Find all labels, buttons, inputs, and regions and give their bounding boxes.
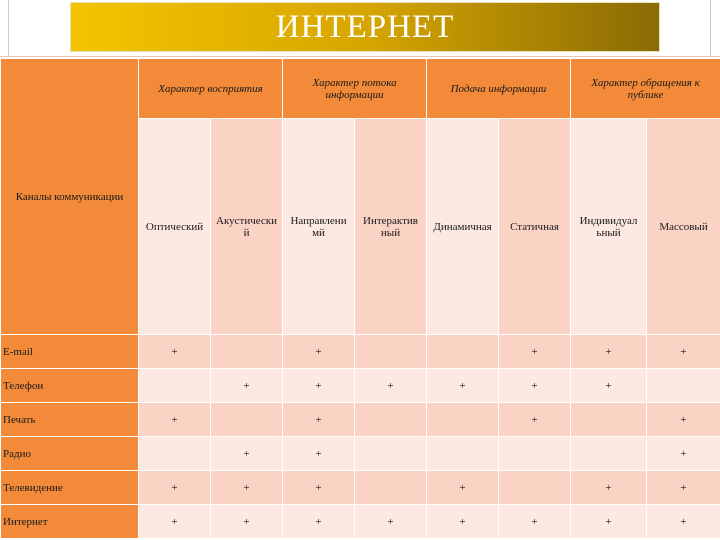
subheader-label: Оптический <box>145 220 204 233</box>
group-header-audience-address: Характер обращения к публике <box>571 59 720 119</box>
table-cell <box>499 437 571 471</box>
table-row <box>1 403 720 437</box>
group-header-info-flow: Характер потока информации <box>283 59 427 119</box>
subheader-cell <box>427 119 499 335</box>
row-label: Печать <box>1 403 139 437</box>
group-header-perception: Характер восприятия <box>139 59 283 119</box>
table-cell <box>139 369 211 403</box>
row-label: Интернет <box>1 505 139 539</box>
table-row <box>1 335 720 369</box>
table-cell <box>355 403 427 437</box>
table-cell <box>427 437 499 471</box>
row-label: Радио <box>1 437 139 471</box>
subheader-cell <box>355 119 427 335</box>
table-cell <box>355 471 427 505</box>
table-row <box>1 437 720 471</box>
table-cell: + <box>355 369 427 403</box>
row-label: Телевидение <box>1 471 139 505</box>
table-cell: + <box>499 403 571 437</box>
subheader-label: Индивидуал ьный <box>579 214 638 239</box>
group-header-info-delivery: Подача информации <box>427 59 571 119</box>
corner-cell <box>1 59 139 335</box>
table-cell <box>571 403 647 437</box>
subheader-label: Динамичная <box>433 220 492 233</box>
table-cell: + <box>283 437 355 471</box>
subheader-cell <box>211 119 283 335</box>
table-cell: + <box>571 471 647 505</box>
table-cell <box>355 437 427 471</box>
table-cell <box>355 335 427 369</box>
table-cell: + <box>355 505 427 539</box>
row-label: E-mail <box>1 335 139 369</box>
frame-line-top <box>0 56 720 57</box>
communication-channels-table <box>0 58 720 539</box>
table-row <box>1 471 720 505</box>
page-title: ИНТЕРНЕТ <box>275 8 455 45</box>
subheader-cell <box>571 119 647 335</box>
table-cell: + <box>571 369 647 403</box>
table-cell: + <box>211 471 283 505</box>
table-cell <box>499 471 571 505</box>
table-cell <box>427 335 499 369</box>
table-cell: + <box>499 335 571 369</box>
table-cell <box>211 403 283 437</box>
subheader-label: Массовый <box>659 220 708 233</box>
table-cell: + <box>647 335 720 369</box>
table-cell: + <box>139 505 211 539</box>
subheader-cell <box>139 119 211 335</box>
table-cell: + <box>499 369 571 403</box>
table-cell <box>427 403 499 437</box>
subheader-cell <box>499 119 571 335</box>
table-cell <box>647 369 720 403</box>
row-label: Телефон <box>1 369 139 403</box>
table-cell: + <box>571 505 647 539</box>
subheader-label: Направлени мй <box>290 214 347 239</box>
table-cell <box>139 437 211 471</box>
table-cell: + <box>499 505 571 539</box>
table-cell: + <box>139 471 211 505</box>
table-cell: + <box>211 369 283 403</box>
table-cell: + <box>571 335 647 369</box>
table-cell: + <box>647 505 720 539</box>
table-cell <box>211 335 283 369</box>
table-cell: + <box>647 403 720 437</box>
table-cell: + <box>427 471 499 505</box>
table-cell: + <box>283 403 355 437</box>
subheader-label: Интерактив ный <box>363 214 419 239</box>
table-cell: + <box>647 471 720 505</box>
subheader-label: Статичная <box>510 220 559 233</box>
table-cell: + <box>427 505 499 539</box>
table-cell: + <box>647 437 720 471</box>
subheader-cell <box>647 119 720 335</box>
frame-line-right <box>710 0 711 56</box>
title-banner <box>70 2 660 52</box>
subheader-cell <box>283 119 355 335</box>
corner-label: Каналы коммуникации <box>15 190 124 203</box>
table-cell: + <box>211 505 283 539</box>
table-row <box>1 369 720 403</box>
table-cell: + <box>283 335 355 369</box>
table-cell <box>571 437 647 471</box>
table-cell: + <box>139 403 211 437</box>
table-row <box>1 505 720 539</box>
table-cell: + <box>283 505 355 539</box>
table-cell: + <box>139 335 211 369</box>
table-cell: + <box>427 369 499 403</box>
table-cell: + <box>283 471 355 505</box>
frame-line-left <box>8 0 9 56</box>
subheader-label: Акустически й <box>216 214 278 239</box>
table-cell: + <box>283 369 355 403</box>
table-cell: + <box>211 437 283 471</box>
